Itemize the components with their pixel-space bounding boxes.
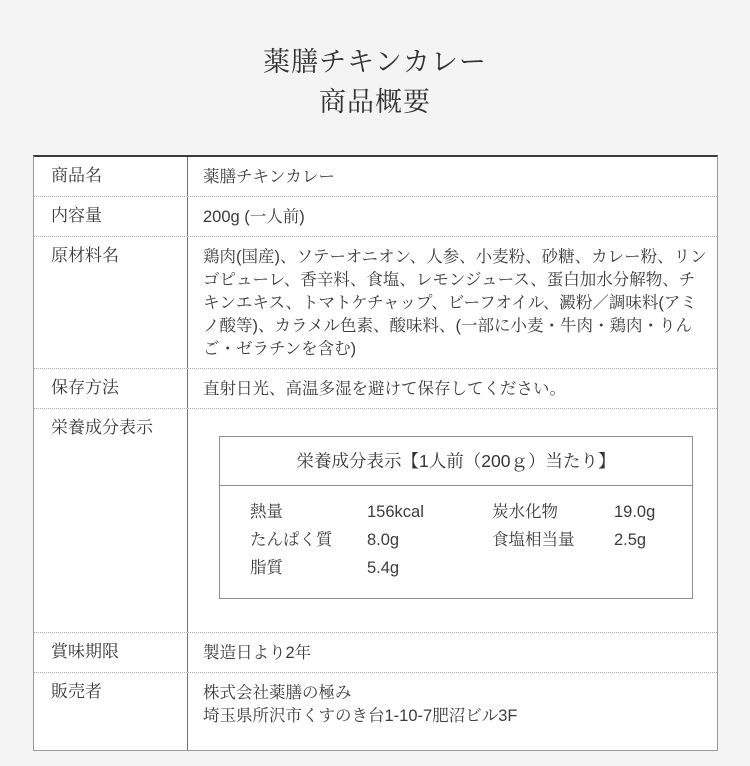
page-subtitle: 商品概要 [319, 87, 431, 117]
nutrition-item-fat [250, 554, 492, 582]
page-title: 薬膳チキンカレー [263, 47, 487, 77]
nutrition-item-value: 19.0g [614, 502, 656, 521]
nutrition-column-right [492, 498, 692, 582]
seller-name: 株式会社薬膳の極み [203, 684, 352, 702]
nutrition-item-label: 食塩相当量 [492, 530, 575, 549]
nutrition-header: 栄養成分表示【1人前（200ｇ）当たり】 [220, 437, 692, 486]
nutrition-item-value: 156kcal [367, 502, 424, 521]
row-value [188, 673, 717, 750]
nutrition-facts-box [219, 436, 693, 599]
nutrition-item-label: 脂質 [250, 558, 283, 577]
table-row-ingredients [34, 236, 717, 368]
product-spec-table [33, 155, 718, 751]
table-row-storage [34, 368, 717, 408]
table-row-product-name [34, 157, 717, 196]
page-header [0, 0, 750, 122]
row-value: 鶏肉(国産)、ソテーオニオン、人参、小麦粉、砂糖、カレー粉、リンゴピューレ、香辛料、食塩、レモンジュース、蛋白加水分解物、チキンエキス、トマトケチャップ、ビーフオイル、澱粉／調味料(アミノ酸等)、カラメル色素、酸味料、(一部に小麦・牛肉・鶏肉・りんご・ゼラチンを含む) [203, 248, 707, 358]
nutrition-column-left [250, 498, 492, 582]
row-label: 栄養成分表示 [34, 409, 188, 632]
row-value: 200g (一人前) [203, 208, 305, 226]
nutrition-item-label: 熱量 [250, 502, 283, 521]
nutrition-item-protein [250, 526, 492, 554]
nutrition-item-energy [250, 498, 492, 526]
table-row-expiry [34, 632, 717, 672]
row-label: 内容量 [34, 197, 188, 236]
row-label: 商品名 [34, 157, 188, 196]
row-value: 直射日光、高温多湿を避けて保存してください。 [203, 380, 566, 398]
nutrition-item-value: 2.5g [614, 530, 647, 549]
row-label: 原材料名 [34, 237, 188, 368]
seller-address: 埼玉県所沢市くすのき台1-10-7肥沼ビル3F [203, 707, 518, 725]
nutrition-item-value: 8.0g [367, 530, 400, 549]
row-value: 薬膳チキンカレー [203, 168, 335, 186]
nutrition-item-salt [492, 526, 692, 554]
row-label: 販売者 [34, 673, 188, 750]
nutrition-body [220, 486, 692, 598]
table-row-seller [34, 672, 717, 750]
table-row-nutrition [34, 408, 717, 632]
row-value [188, 409, 717, 632]
row-label: 賞味期限 [34, 633, 188, 672]
nutrition-item-carbs [492, 498, 692, 526]
row-value: 製造日より2年 [203, 644, 312, 662]
nutrition-item-value: 5.4g [367, 558, 400, 577]
table-row-content-amount [34, 196, 717, 236]
row-label: 保存方法 [34, 369, 188, 408]
nutrition-item-label: たんぱく質 [250, 530, 333, 549]
nutrition-item-label: 炭水化物 [492, 502, 558, 521]
